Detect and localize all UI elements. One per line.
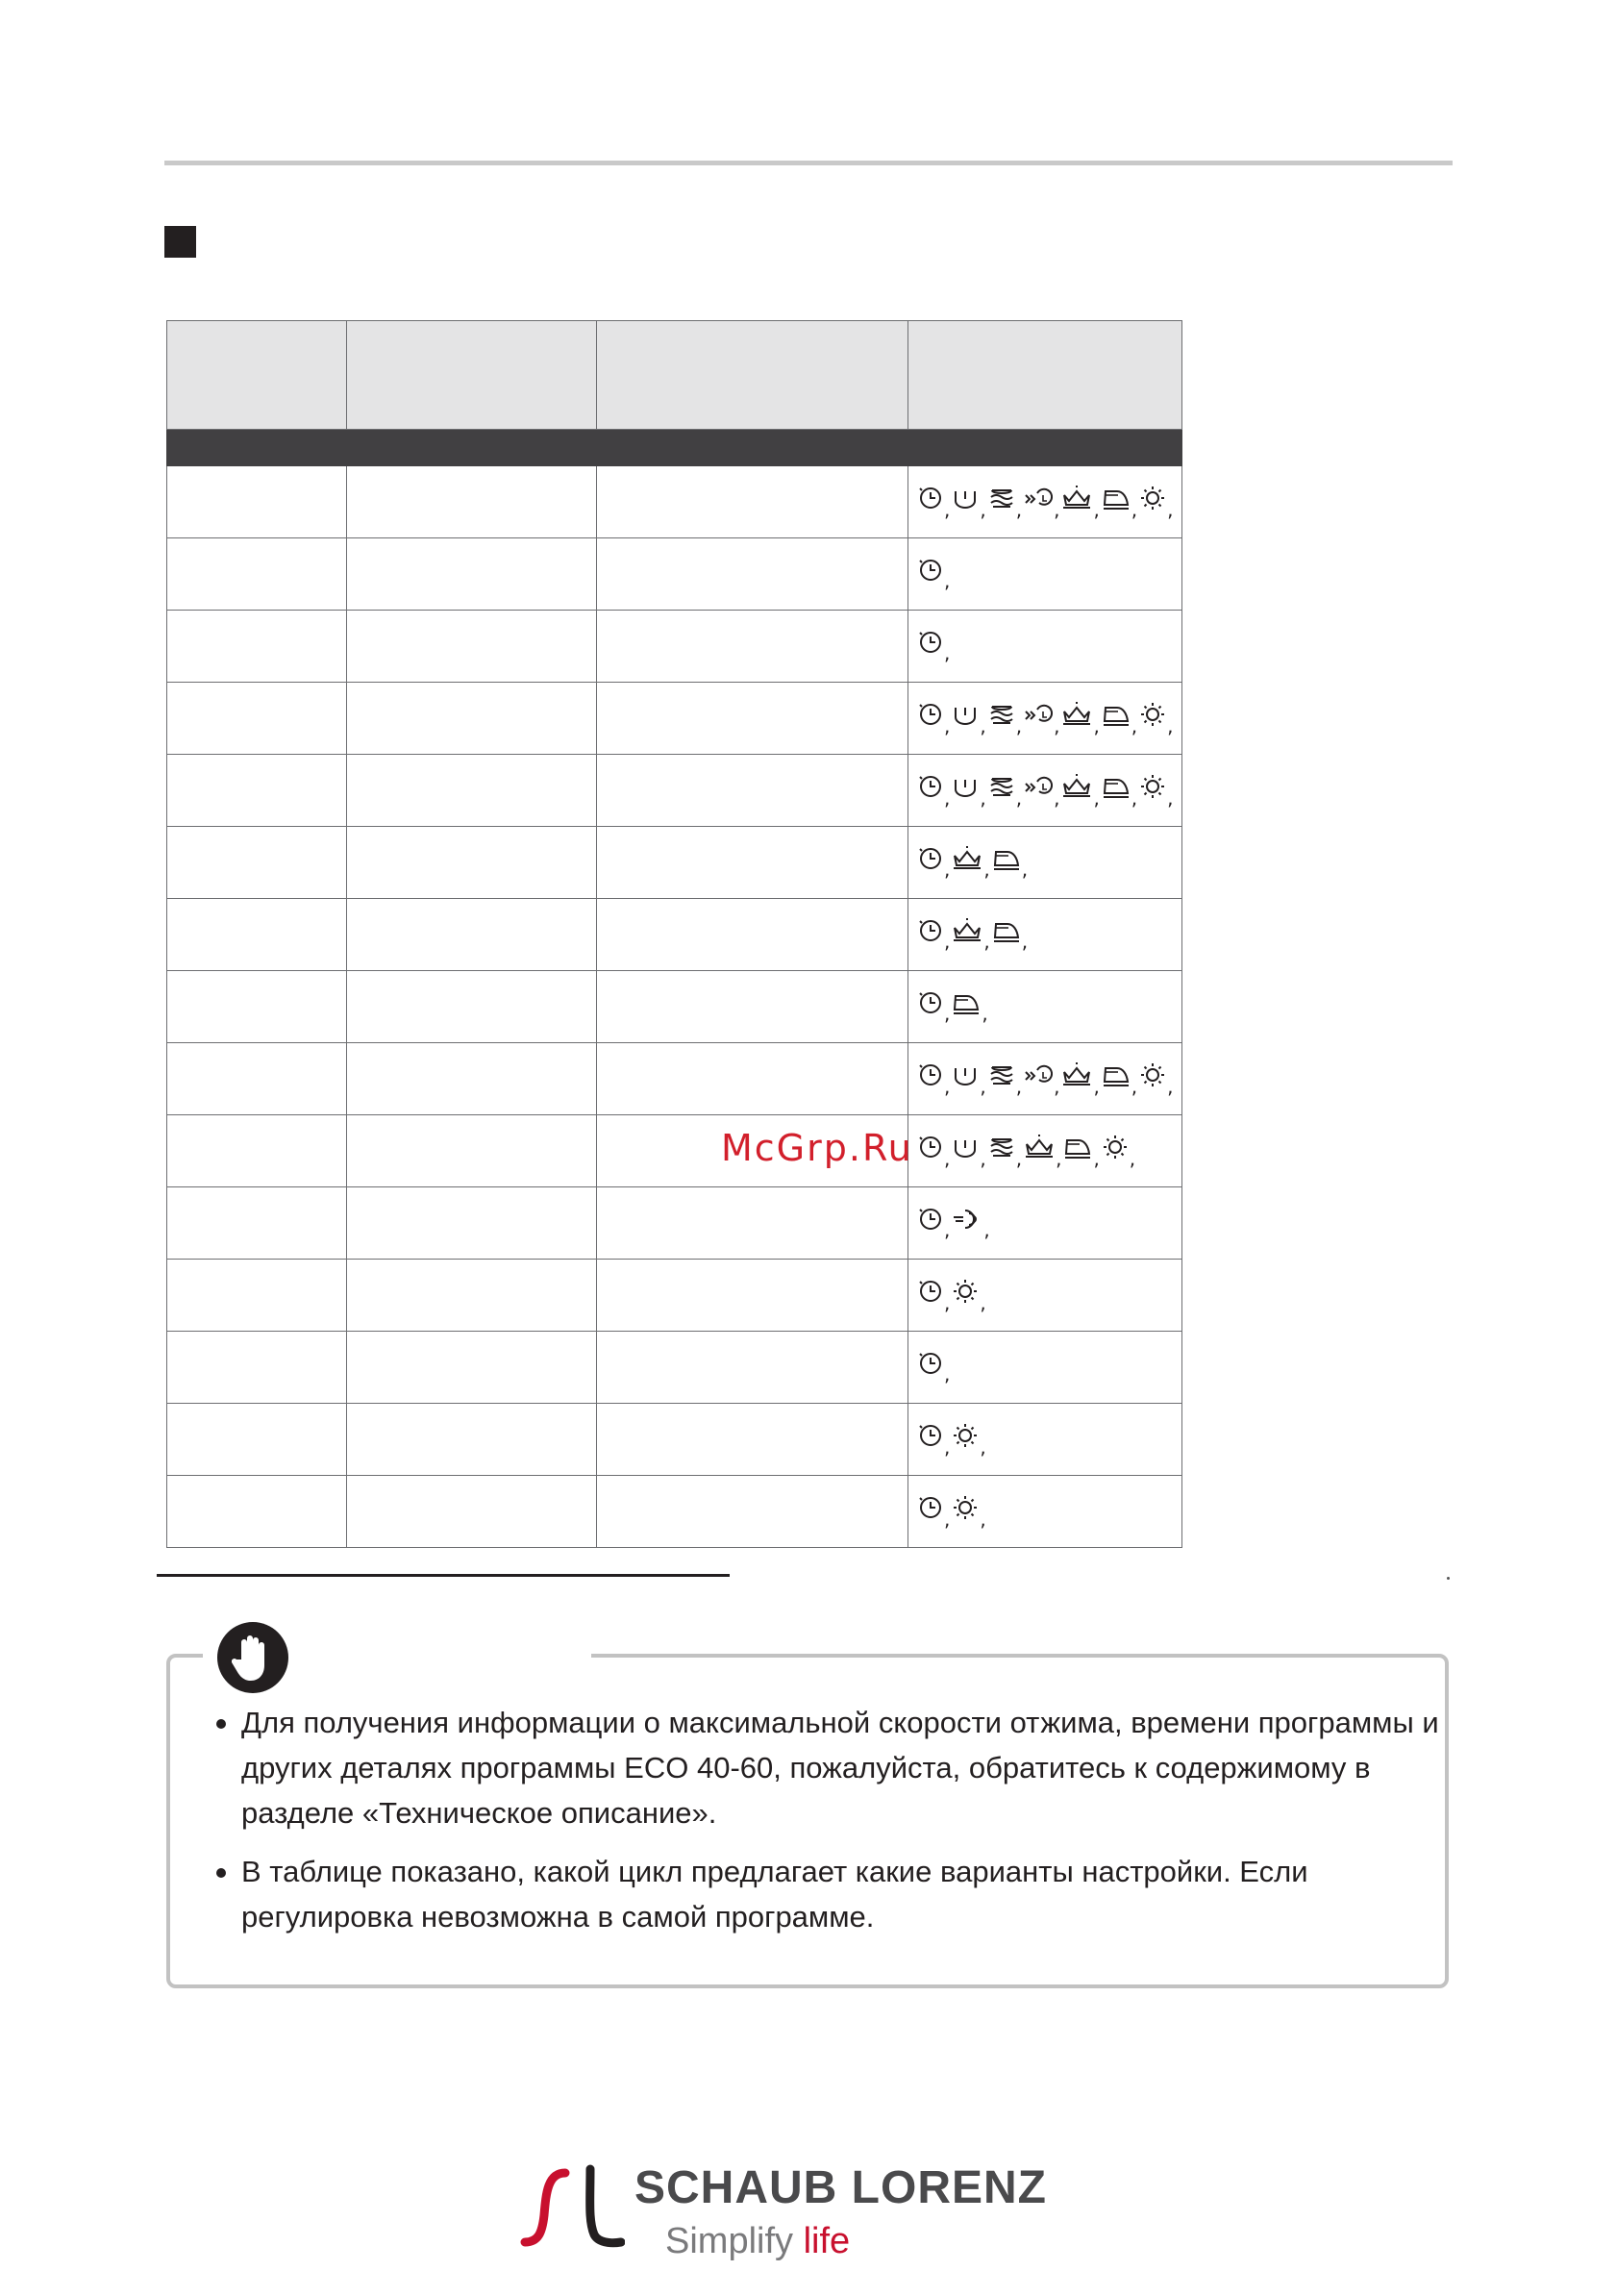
option-icons-cell [908,899,1182,971]
option-icons-cell [908,827,1182,899]
clock-icon [918,918,943,943]
table-row [167,611,1182,683]
table-cell [347,755,597,827]
header-cell [597,321,908,430]
table-cell [167,827,347,899]
table-cell [167,899,347,971]
table-cell [347,899,597,971]
comma-separator: , [1167,497,1174,521]
footnote-rule [157,1574,730,1577]
comma-separator: , [944,1507,951,1531]
comma-separator: , [944,786,951,810]
comma-separator: , [980,1507,986,1531]
iron-icon [1102,1062,1131,1087]
table-cell [597,538,908,611]
note-item: В таблице показано, какой цикл предлагает какие варианты настройки. Если регулировка невозможна в самой программе. [212,1849,1443,1939]
comma-separator: , [1015,497,1023,521]
table-cell [347,1476,597,1548]
comma-separator: , [980,1435,986,1459]
clock-icon [918,1351,943,1376]
spin-icon [1024,702,1053,727]
header-cell [908,321,1182,430]
comma-separator: , [1131,497,1138,521]
table-cell [347,538,597,611]
option-icons-cell [908,1043,1182,1115]
iron-icon [1102,486,1131,511]
clock-icon [918,1135,943,1160]
iron-icon [992,918,1021,943]
table-row [167,1043,1182,1115]
table-row [167,899,1182,971]
option-icons-cell [908,466,1182,538]
sun-icon [1139,1061,1166,1088]
comma-separator: , [980,1146,986,1170]
section-marker [164,226,196,258]
comma-separator: , [1021,930,1029,954]
spin-icon [1024,774,1053,799]
brand-tagline [665,2221,850,2262]
clock-icon [918,558,943,583]
table-row [167,755,1182,827]
table-cell [347,1260,597,1332]
sun-icon [1139,773,1166,800]
clock-icon [918,702,943,727]
sun-icon [952,1422,979,1449]
clock-icon [918,486,943,511]
comma-separator: , [944,1218,951,1242]
watermark: McGrp.Ru [721,1127,913,1169]
crown-icon [1061,486,1092,511]
clock-icon [918,1423,943,1448]
comma-separator: , [1093,786,1100,810]
comma-separator: , [944,1435,951,1459]
table-cell [167,1187,347,1260]
clock-icon [918,1279,943,1304]
table-cell [597,971,908,1043]
crown-icon [1061,774,1092,799]
program-options-table [166,320,1181,1548]
table-cell [167,1332,347,1404]
clock-icon [918,1207,943,1232]
comma-separator: , [982,1002,988,1026]
option-icons-cell [908,1332,1182,1404]
temp-icon [988,1135,1015,1160]
table-cell [167,1260,347,1332]
comma-separator: , [944,641,951,665]
comma-separator: , [1054,1074,1060,1098]
iron-icon [992,846,1021,871]
spin-icon [1024,1062,1053,1087]
table-row [167,1404,1182,1476]
header-cell [167,321,347,430]
option-icons-cell [908,611,1182,683]
hand-stop-icon [217,1622,288,1693]
tub-icon [952,702,979,727]
iron-icon [1102,702,1131,727]
brand-logo [519,2152,1047,2296]
option-icons-cell [908,1260,1182,1332]
table-cell [347,611,597,683]
comma-separator: , [944,1290,951,1314]
clock-icon [918,774,943,799]
table-cell [597,683,908,755]
table-row [167,971,1182,1043]
table-row [167,827,1182,899]
comma-separator: , [1015,1146,1023,1170]
table-cell [347,1115,597,1187]
iron-icon [1102,774,1131,799]
table-row [167,1476,1182,1548]
table-cell [167,538,347,611]
option-icons-cell [908,755,1182,827]
tub-icon [952,1135,979,1160]
tub-icon [952,774,979,799]
clock-icon [918,990,943,1015]
sun-icon [952,1278,979,1305]
comma-separator: , [1054,786,1060,810]
table-band-row [167,430,1182,466]
comma-separator: , [1131,1074,1138,1098]
comma-separator: , [1093,497,1100,521]
tagline-accent: life [803,2221,851,2261]
crown-icon [952,846,982,871]
comma-separator: , [980,1074,986,1098]
table-row [167,466,1182,538]
comma-separator: , [1015,713,1023,737]
comma-separator: , [1093,1074,1100,1098]
clock-icon [918,846,943,871]
table-cell [167,1404,347,1476]
table-cell [167,1476,347,1548]
comma-separator: , [983,930,990,954]
comma-separator: , [983,858,990,882]
table-row [167,1260,1182,1332]
comma-separator: , [944,1074,951,1098]
table-row [167,1115,1182,1187]
iron-icon [952,990,981,1015]
comma-separator: , [944,858,951,882]
iron-icon [1063,1135,1092,1160]
comma-separator: , [944,569,951,593]
option-icons-cell [908,1187,1182,1260]
crown-icon [1061,1062,1092,1087]
temp-icon [988,1062,1015,1087]
comma-separator: , [1093,1146,1100,1170]
comma-separator: , [944,1002,951,1026]
crown-icon [952,918,982,943]
option-icons-cell [908,1404,1182,1476]
clock-icon [918,630,943,655]
table-cell [597,1476,908,1548]
table-cell [597,1187,908,1260]
table-row [167,683,1182,755]
sun-icon [1139,701,1166,728]
option-icons-cell [908,538,1182,611]
comma-separator: , [1167,713,1174,737]
table-cell [597,1332,908,1404]
table-cell [597,1043,908,1115]
option-icons-cell [908,1115,1182,1187]
comma-separator: , [1015,786,1023,810]
table-cell [167,755,347,827]
table-row [167,538,1182,611]
tagline-main: Simplify [665,2221,794,2261]
tub-icon [952,486,979,511]
note-list [212,1700,1443,1953]
comma-separator: , [980,497,986,521]
tub-icon [952,1062,979,1087]
comma-separator: , [983,1218,990,1242]
comma-separator: , [1056,1146,1062,1170]
comma-separator: , [944,713,951,737]
comma-separator: , [1131,713,1138,737]
header-cell [347,321,597,430]
table-row [167,1187,1182,1260]
sun-icon [952,1494,979,1521]
table-cell [347,1043,597,1115]
comma-separator: , [1167,1074,1174,1098]
brand-name: SCHAUB LORENZ [634,2162,1047,2213]
table-cell [597,1404,908,1476]
comma-separator: , [980,713,986,737]
spin-icon [1024,486,1053,511]
table-row [167,1332,1182,1404]
table-cell [597,1260,908,1332]
rinse-icon [952,1207,982,1232]
temp-icon [988,774,1015,799]
crown-icon [1061,702,1092,727]
clock-icon [918,1062,943,1087]
comma-separator: , [980,786,986,810]
clock-icon [918,1495,943,1520]
table-cell [347,466,597,538]
comma-separator: , [944,930,951,954]
table-cell [167,466,347,538]
table-cell [597,899,908,971]
table-cell [597,827,908,899]
comma-separator: , [1129,1146,1136,1170]
table-cell [347,971,597,1043]
speck [1447,1577,1450,1580]
table-cell [167,683,347,755]
temp-icon [988,702,1015,727]
table-cell [347,1404,597,1476]
table-header-row [167,321,1182,430]
comma-separator: , [1093,713,1100,737]
comma-separator: , [944,1362,951,1386]
crown-icon [1024,1135,1055,1160]
option-icons-cell [908,683,1182,755]
comma-separator: , [944,497,951,521]
top-divider [164,161,1453,165]
option-icons-cell [908,1476,1182,1548]
table-cell [167,611,347,683]
comma-separator: , [1167,786,1174,810]
comma-separator: , [980,1290,986,1314]
comma-separator: , [1131,786,1138,810]
sun-icon [1102,1134,1129,1160]
table-cell [597,611,908,683]
table-cell [347,1332,597,1404]
table-cell [347,827,597,899]
table-cell [597,755,908,827]
comma-separator: , [944,1146,951,1170]
comma-separator: , [1054,497,1060,521]
comma-separator: , [1054,713,1060,737]
table-cell [597,466,908,538]
brand-mark-icon [519,2152,625,2258]
table-cell [347,683,597,755]
temp-icon [988,486,1015,511]
comma-separator: , [1021,858,1029,882]
comma-separator: , [1015,1074,1023,1098]
note-item: Для получения информации о максимальной скорости отжима, времени программы и других деталях программы ECO 40-60, пожалуйста, обратитесь к содержимому в разделе «Техническое описание». [212,1700,1443,1835]
option-icons-cell [908,971,1182,1043]
table-cell [167,1043,347,1115]
table-cell [347,1187,597,1260]
sun-icon [1139,485,1166,512]
table-cell [167,971,347,1043]
table-cell [167,1115,347,1187]
